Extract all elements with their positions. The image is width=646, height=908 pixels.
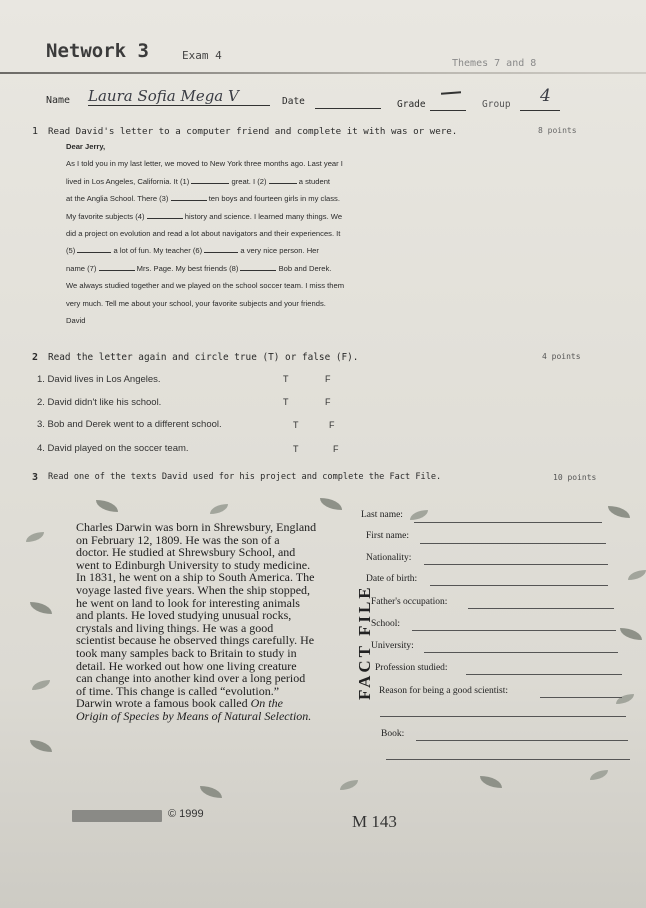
darwin-passage: Charles Darwin was born in Shrewsbury, England on February 12, 1809. He was the son of a doctor. He studied at Shrewsbury School, and went to Edinburgh University to study medicine. In 1831, he went on a ship to South America. The voyage lasted five years. When the ship stopped, he went on land to look for interesting animals and plants. He loved studying unusual rocks, crystals and living things. He was a good scientist because he observed things carefully. He took many samples back to Britain to study in detail. He worked out how one living creature can change into another kind over a long period of time. This change is called “evolution.” Darwin wrote a famous book called On the Origin of Species by Means of Natural Selection. [76,520,317,723]
letter-signature: David [66,316,86,326]
field-university: University: [371,641,414,651]
blank-1[interactable] [191,183,229,184]
letter-line-4: My favorite subjects (4) history and science. I learned many things. We [66,211,343,221]
field-nationality: Nationality: [366,553,412,563]
tf-3-true[interactable]: T [293,420,299,430]
blank-3[interactable] [171,200,207,201]
letter-line-9: very much. Tell me about your school, your favorite subjects and your friends. [66,298,326,308]
page-number: M 143 [352,812,397,831]
blank-2[interactable] [269,183,297,184]
input-fathers-occupation[interactable] [468,608,614,609]
tf-item-1: 1. David lives in Los Angeles. [37,374,161,385]
field-reason: Reason for being a good scientist: [379,686,509,696]
letter-line-1: As I told you in my last letter, we moved to New York three months ago. Last year I [66,159,343,169]
input-book[interactable] [416,740,628,741]
tf-4-true[interactable]: T [293,444,299,454]
tf-4-false[interactable]: F [333,444,339,454]
q2-instruction: Read the letter again and circle true (T) or false (F). [48,352,359,363]
field-last-name: Last name: [361,510,403,520]
blank-4[interactable] [147,218,183,219]
field-fathers-occupation: Father's occupation: [371,597,448,607]
tf-1-false[interactable]: F [325,374,331,384]
letter-line-8: We always studied together and we played on the school soccer team. I miss them [66,281,345,291]
input-reason-line-2[interactable] [380,716,626,717]
letter-line-3: at the Anglia School. There (3) ten boys and fourteen girls in my class. [66,194,340,204]
letter-line-5: did a project on evolution and read a lot about navigators and their experiences. It [66,229,341,239]
date-field[interactable] [315,108,381,109]
q3-number: 3 [32,472,39,483]
exam-title: Exam 4 [182,49,222,62]
tf-3-false[interactable]: F [329,420,335,430]
tf-2-true[interactable]: T [283,397,289,407]
tf-item-4: 4. David played on the soccer team. [37,443,189,454]
header-rule [0,72,646,74]
name-field[interactable]: Laura Sofia Mega V [88,87,270,106]
letter-line-6: (5) a lot of fun. My teacher (6) a very nice person. Her [66,246,319,256]
tf-2-false[interactable]: F [325,397,331,407]
q1-points: 8 points [538,126,577,135]
field-profession: Profession studied: [375,663,448,673]
grade-label: Grade [397,99,426,110]
field-school: School: [371,619,401,629]
group-field[interactable] [520,110,560,111]
input-school[interactable] [412,630,616,631]
q3-points: 10 points [553,473,597,482]
group-value: 4 [540,86,551,106]
field-first-name: First name: [366,531,410,541]
input-reason[interactable] [540,697,622,698]
input-profession[interactable] [466,674,622,675]
themes-label: Themes 7 and 8 [452,58,537,69]
tf-item-3: 3. Bob and Derek went to a different school. [37,419,222,430]
input-first-name[interactable] [420,543,606,544]
date-label: Date [282,96,305,107]
q2-number: 2 [32,352,39,363]
publisher-logo [72,810,162,822]
series-title: Network 3 [46,40,149,62]
q1-number: 1 [32,126,39,137]
grade-field[interactable] [430,110,466,111]
q2-points: 4 points [542,352,581,361]
q1-instruction: Read David's letter to a computer friend and complete it with was or were. [48,126,458,137]
input-nationality[interactable] [424,564,608,565]
field-date-of-birth: Date of birth: [366,574,418,584]
tf-1-true[interactable]: T [283,374,289,384]
letter-body [66,138,586,329]
grade-mark [441,91,461,94]
blank-5[interactable] [77,252,111,253]
copyright: © 1999 [168,808,204,820]
name-label: Name [46,95,71,106]
tf-item-2: 2. David didn't like his school. [37,397,162,408]
fact-file-label: FACT FILE [355,584,374,700]
letter-line-2: lived in Los Angeles, California. It (1) great. I (2) a student [66,176,331,186]
blank-6[interactable] [204,252,238,253]
letter-greeting: Dear Jerry, [66,142,106,151]
blank-8[interactable] [240,270,276,271]
blank-7[interactable] [99,270,135,271]
group-label: Group [482,99,511,110]
input-university[interactable] [424,652,618,653]
input-last-name[interactable] [414,522,602,523]
field-book: Book: [381,729,405,739]
input-date-of-birth[interactable] [430,585,608,586]
input-book-line-2[interactable] [386,759,630,760]
q3-instruction: Read one of the texts David used for his project and complete the Fact File. [48,472,442,482]
letter-line-7: name (7) Mrs. Page. My best friends (8) Bob and Derek. [66,263,332,273]
